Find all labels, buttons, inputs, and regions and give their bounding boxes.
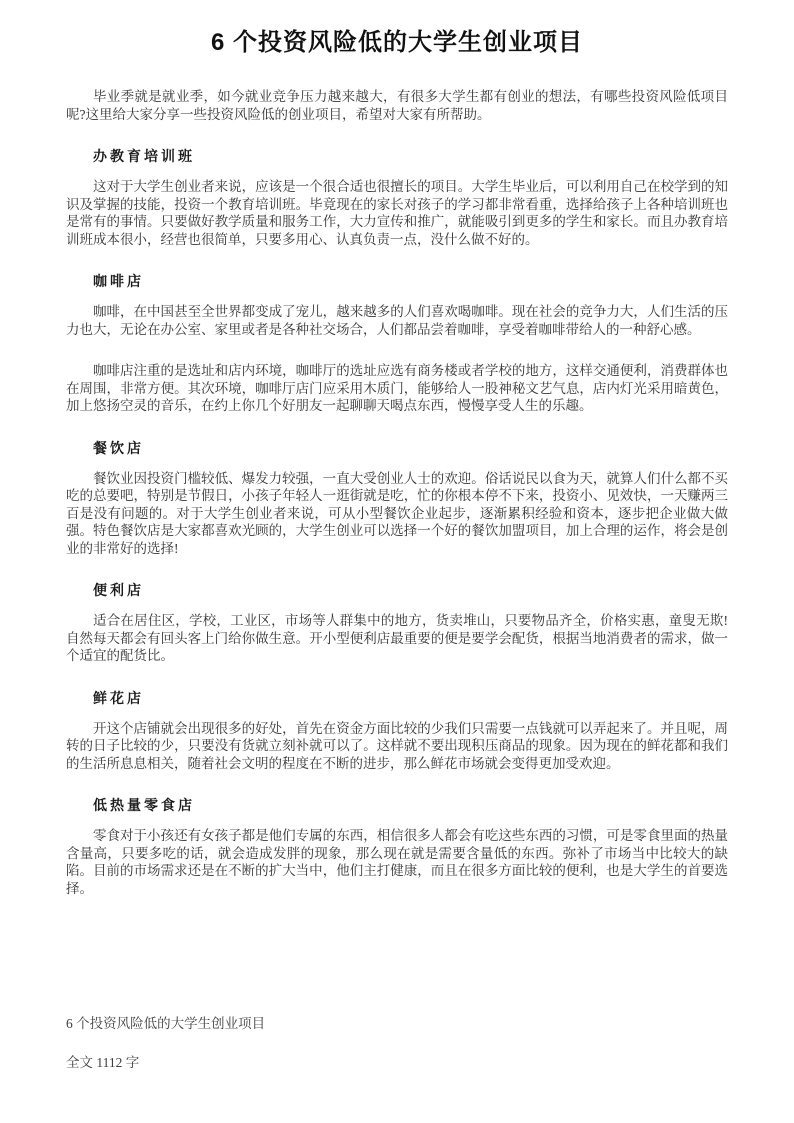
section-paragraph: 零食对于小孩还有女孩子都是他们专属的东西，相信很多人都会有吃这些东西的习惯，可是零食里面的热量含量高，只要多吃的话，就会造成发胖的现象，那么现在就是需要含量低的东西。弥补了市场当中比较大的缺陷。目前的市场需求还是在不断的扩大当中，他们主打健康，而且在很多方面比较的便利，也是大学生的首要选择。 xyxy=(66,828,728,896)
document-footer xyxy=(66,1015,728,1093)
section-heading-restaurant: 餐饮店 xyxy=(93,441,144,457)
page-title: 6 个投资风险低的大学生创业项目 xyxy=(210,29,583,56)
section-paragraph: 餐饮业因投资门槛较低、爆发力较强，一直大受创业人士的欢迎。俗话说民以食为天，就算人们什么都不买吃的总要吧，特别是节假日，小孩子年轻人一逛街就是吃，忙的你根本停不下来，投资小、见效快，一天赚两三百是没有问题的。对于大学生创业者来说，可从小型餐饮企业起步，逐渐累积经验和资本，逐步把企业做大做强。特色餐饮店是大家都喜欢光顾的，大学生创业可以选择一个好的餐饮加盟项目，加上合理的运作，将会是创业的非常好的选择! xyxy=(66,470,728,556)
footer-word-count: 全文 1112 字 xyxy=(66,1055,140,1070)
section-paragraph: 开这个店铺就会出现很多的好处，首先在资金方面比较的少我们只需要一点钱就可以弄起来了。并且呢，周转的日子比较的少，只要没有货就立刻补就可以了。这样就不要出现积压商品的现象。因为现在的鲜花都和我们的生活所息息相关，随着社会文明的程度在不断的进步，那么鲜花市场就会变得更加受欢迎。 xyxy=(66,720,728,771)
section-paragraph: 适合在居住区，学校，工业区，市场等人群集中的地方，货卖堆山，只要物品齐全，价格实惠，童叟无欺!自然每天都会有回头客上门给你做生意。开小型便利店最重要的便是要学会配货，根据当地消费者的需求，做一个适宜的配货比。 xyxy=(66,613,728,663)
intro-paragraph: 毕业季就是就业季，如今就业竞争压力越来越大，有很多大学生都有创业的想法，有哪些投资风险低项目呢?这里给大家分享一些投资风险低的创业项目，希望对大家有所帮助。 xyxy=(66,89,728,122)
section-heading-coffee-shop: 咖啡店 xyxy=(93,275,144,290)
footer-title: 6 个投资风险低的大学生创业项目 xyxy=(66,1016,266,1031)
section-heading-convenience-store: 便利店 xyxy=(93,584,144,599)
section-heading-education-training: 办教育培训班 xyxy=(93,150,195,165)
section-heading-flower-shop: 鲜花店 xyxy=(93,691,144,707)
section-paragraph: 这对于大学生创业者来说，应该是一个很合适也很擅长的项目。大学生毕业后，可以利用自己在校学到的知识及掌握的技能，投资一个教育培训班。毕竟现在的家长对孩子的学习都非常看重，选择给孩子上各种培训班也是常有的事情。只要做好教学质量和服务工作，大力宣传和推广，就能吸引到更多的学生和家长。而且办教育培训班成本很小，经营也很简单，只要多用心、认真负责一点，没什么做不好的。 xyxy=(66,179,728,247)
section-paragraph: 咖啡店注重的是选址和店内环境，咖啡厅的选址应选有商务楼或者学校的地方，这样交通便利，消费群体也在周围，非常方便。其次环境，咖啡厅店门应采用木质门，能够给人一股神秘文艺气息，店内灯光采用暗黄色，加上悠扬空灵的音乐，在约上你几个好朋友一起聊聊天喝点东西，慢慢享受人生的乐趣。 xyxy=(66,363,728,413)
section-paragraph: 咖啡，在中国甚至全世界都变成了宠儿，越来越多的人们喜欢喝咖啡。现在社会的竞争力大，人们生活的压力也大，无论在办公室、家里或者是各种社交场合，人们都品尝着咖啡，享受着咖啡带给人的一种舒心感。 xyxy=(66,304,728,337)
section-heading-low-calorie-snack-shop: 低热量零食店 xyxy=(93,799,195,814)
